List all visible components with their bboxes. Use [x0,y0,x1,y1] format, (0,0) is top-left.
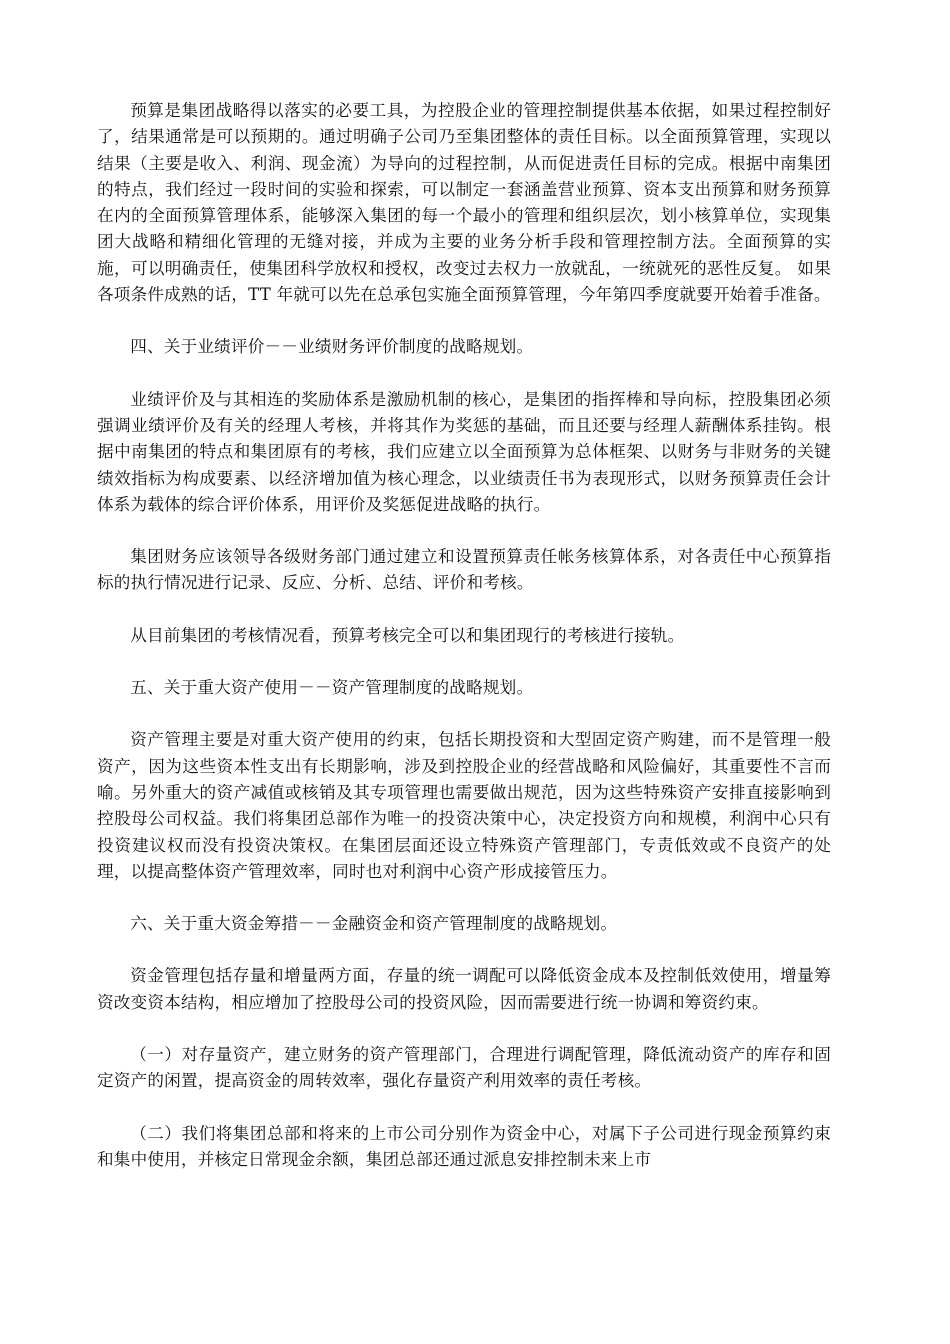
paragraph-gap [97,701,831,727]
paragraph-finance-leadership: 集团财务应该领导各级财务部门通过建立和设置预算责任帐务核算体系，对各责任中心预算指标的执行情况进行记录、反应、分析、总结、评价和考核。 [97,547,831,593]
section-heading-6: 六、关于重大资金筹措－－金融资金和资产管理制度的战略规划。 [130,914,618,934]
paragraph-gap [97,1095,831,1121]
paragraph-gap [97,597,831,623]
paragraph-gap [97,308,831,334]
paragraph-assessment: 从目前集团的考核情况看，预算考核完全可以和集团现行的考核进行接轨。 [130,625,685,645]
paragraph-gap [97,649,831,675]
paragraph-gap [97,1016,831,1042]
paragraph-asset-management: 资产管理主要是对重大资产使用的约束，包括长期投资和大型固定资产购建，而不是管理一般资产，因为这些资本性支出有长期影响，涉及到控股企业的经营战略和风险偏好，其重要性不言而喻。另外重大的资产减值或核销及其专项管理也需要做出规范，因为这些特殊资产安排直接影响到控股母公司权益。我们将集团总部作为唯一的投资决策中心，决定投资方向和规模，利润中心只有投资建议权而没有投资决策权。在集团层面还设立特殊资产管理部门，专责低效或不良资产的处理，以提高整体资产管理效率，同时也对利润中心资产形成接管压力。 [97,730,831,881]
paragraph-gap [97,361,831,387]
paragraph-budget: 预算是集团战略得以落实的必要工具，为控股企业的管理控制提供基本依据，如果过程控制好了，结果通常是可以预期的。通过明确子公司乃至集团整体的责任目标。以全面预算管理，实现以结果（主要是收入、利润、现金流）为导向的过程控制，从而促进责任目标的完成。根据中南集团的特点，我们经过一段时间的实验和探索，可以制定一套涵盖营业预算、资本支出预算和财务预算在内的全面预算管理体系，能够深入集团的每一个最小的管理和组织层次，划小核算单位，实现集团大战略和精细化管理的无缝对接，并成为主要的业务分析手段和管理控制方法。全面预算的实施，可以明确责任，使集团科学放权和授权，改变过去权力一放就乱，一统就死的恶性反复。 如果各项条件成熟的话，TT 年就可以先在总承包实施全面预算管理，今年第四季度就要开始着手准备。 [97,101,831,305]
paragraph-gap [97,518,831,544]
section-heading-4: 四、关于业绩评价－－业绩财务评价制度的战略规划。 [130,337,534,357]
document-page [97,98,831,1173]
paragraph-fund-management: 资金管理包括存量和增量两方面，存量的统一调配可以降低资金成本及控制低效使用，增量筹资改变资本结构，相应增加了控股母公司的投资风险，因而需要进行统一协调和筹资约束。 [97,966,831,1012]
paragraph-performance-evaluation: 业绩评价及与其相连的奖励体系是激励机制的核心，是集团的指挥棒和导向标，控股集团必须强调业绩评价及有关的经理人考核，并将其作为奖惩的基础，而且还要与经理人薪酬体系挂钩。根据中南集团的特点和集团原有的考核，我们应建立以全面预算为总体框架、以财务与非财务的关键绩效指标为构成要素、以经济增加值为核心理念，以业绩责任书为表现形式，以财务预算责任会计体系为载体的综合评价体系，用评价及奖惩促进战略的执行。 [97,389,831,514]
paragraph-existing-assets: （一）对存量资产，建立财务的资产管理部门，合理进行调配管理，降低流动资产的库存和固定资产的闲置，提高资金的周转效率，强化存量资产利用效率的责任考核。 [97,1045,831,1091]
paragraph-gap [97,885,831,911]
paragraph-fund-center: （二）我们将集团总部和将来的上市公司分别作为资金中心，对属下子公司进行现金预算约束和集中使用，并核定日常现金余额，集团总部还通过派息安排控制未来上市 [97,1123,831,1169]
section-heading-5: 五、关于重大资产使用－－资产管理制度的战略规划。 [130,678,534,698]
paragraph-gap [97,937,831,963]
